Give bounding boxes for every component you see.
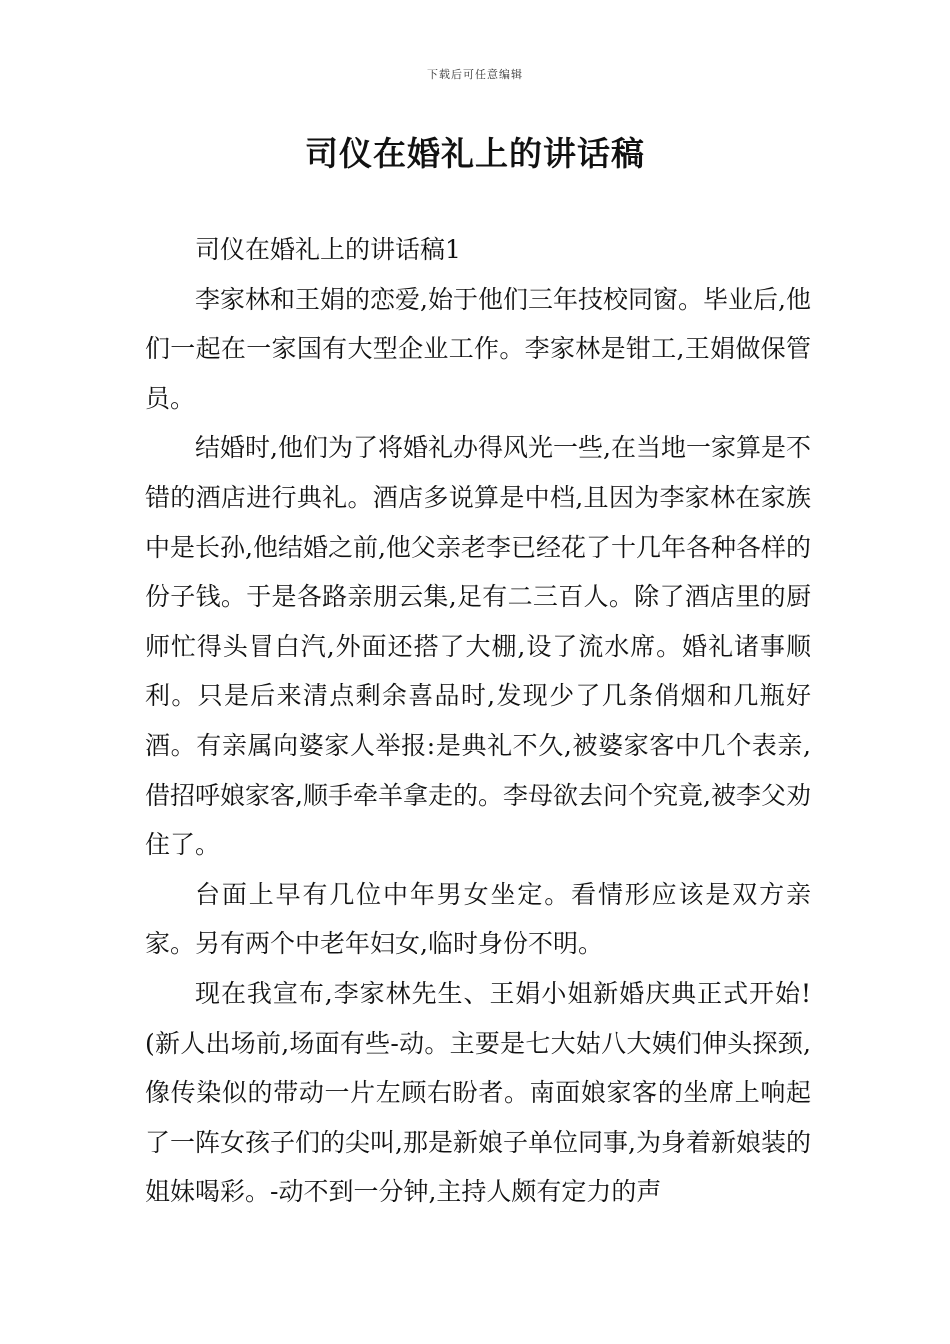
header-note: 下载后可任意编辑: [427, 68, 523, 81]
document-title: 司仪在婚礼上的讲话稿: [305, 134, 645, 173]
paragraph: 现在我宣布,李家林先生、王娟小姐新婚庆典正式开始!(新人出场前,场面有些-动。主要是七大姑八大姨们伸头探颈,像传染似的带动一片左顾右盼者。南面娘家客的坐席上响起了一阵女孩子们的尖叫,那是新娘子单位同事,为身着新娘装的姐妹喝彩。-动不到一分钟,主持人颇有定力的声: [145, 978, 811, 1207]
paragraph: 李家林和王娟的恋爱,始于他们三年技校同窗。毕业后,他们一起在一家国有大型企业工作。李家林是钳工,王娟做保管员。: [145, 284, 811, 413]
paragraph: 结婚时,他们为了将婚礼办得风光一些,在当地一家算是不错的酒店进行典礼。酒店多说算是中档,且因为李家林在家族中是长孙,他结婚之前,他父亲老李已经花了十几年各种各样的份子钱。于是各路亲朋云集,足有二三百人。除了酒店里的厨师忙得头冒白汽,外面还搭了大棚,设了流水席。婚礼诸事顺利。只是后来清点剩余喜品时,发现少了几条俏烟和几瓶好酒。有亲属向婆家人举报:是典礼不久,被婆家客中几个表亲,借招呼娘家客,顺手牵羊拿走的。李母欲去问个究竟,被李父劝住了。: [145, 433, 811, 860]
section-heading: 司仪在婚礼上的讲话稿1: [195, 235, 461, 264]
paragraph: 台面上早有几位中年男女坐定。看情形应该是双方亲家。另有两个中老年妇女,临时身份不明。: [145, 879, 811, 959]
document-body: [145, 225, 811, 1217]
